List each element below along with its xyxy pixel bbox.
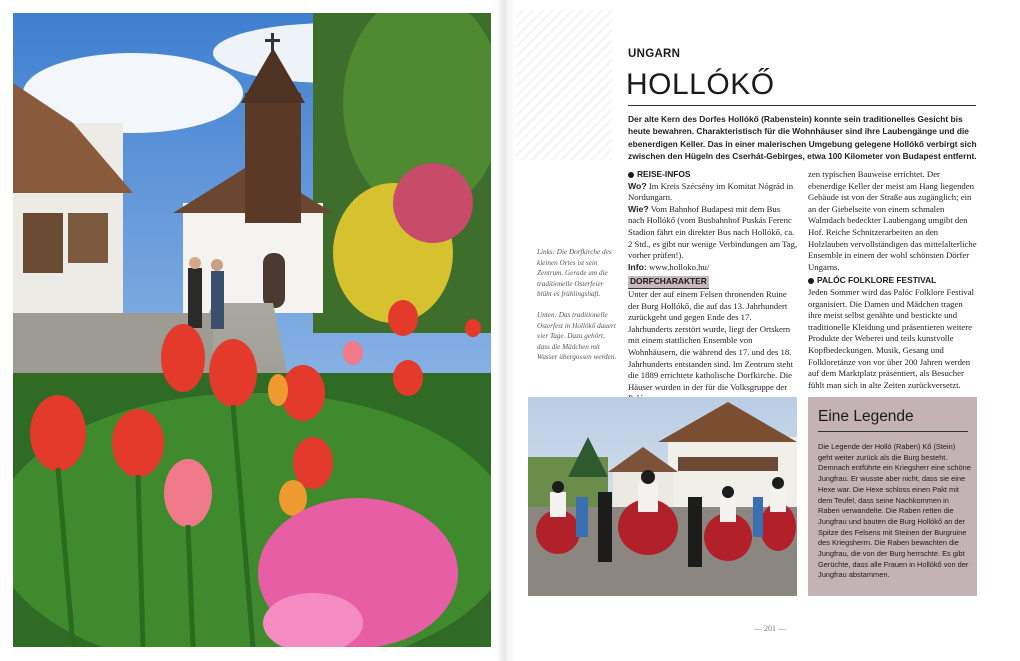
bullet-icon: [628, 172, 634, 178]
info-wie: Wie? Vom Bahnhof Budapest mit dem Bus nach Hollókő (vom Busbahnhof Puskás Ferenc Stadion fährt ein direkter Bus nach Hollókő, ca. 2 Std., es gibt nur wenige Verbindungen am Tag, vorher prüfen!).: [628, 203, 798, 261]
dorfcharakter-text: Unter der auf einem Felsen thronenden Ruine der Burg Hollókő, die auf das 13. Jahrhundert zurückgeht und gegen Ende des 17. Jahrhunderts zerstört wurde, liegt der Ortskern mit einem stattlichen Ensemble von Wohnhäusern, die während des 17. und des 18. Jahrhunderts entstanden sind. Im Zentrum steht die 1889 errichtete katholische Dorfkirche. Die Häuser wurden in der für die Volksgruppe der: [628, 288, 794, 392]
festival-text: Jeden Sommer wird das Palóc Folklore Festival organisiert. Die Damen und Mädchen tragen ihre meist selbst genähte und bestickte und traditionelle Kleidung und präsentieren weitere Produkte der Weberei und teils kunstvolle Kopfbedeckungen. Musik, Gesang und Folkloretänze von vor über 200 Jahren werden auf dem Marktplatz präsentiert, als Besucher fühlt man sich in alte Zeiten zurückversetzt.: [808, 286, 975, 390]
legend-text: Die Legende der Holló (Raben) Kő (Stein) geht weiter zurück als die Burg besteht. Demnach entführte ein Kriegsherr eine schöne Jungfrau. Er wusste aber nicht, dass sie eine Hexe war. Die Hexe schloss einen Pakt mit dem Teufel, dass seine Nachkommen in Raben verwandelte. Die Raben retten die Jungfrau und bauten die Burg Hollókő an der Spitze des Felsens mit Steinen der Burgruine des Kriegsherrn. Die Raben bewachten die Jungfrau, die von der Burg herrschte. Es gibt Gerüchte, dass alle Frauen in Hollókő von der Jungfrau abstammen.: [818, 442, 971, 580]
photo-folk-dance: [528, 397, 797, 596]
info-wo: Wo? Im Kreis Szécsény im Komitat Nógrád in Nordungarn.: [628, 180, 794, 203]
festival-heading: PALÓC FOLKLORE FESTIVAL: [808, 275, 978, 287]
legend-box: [808, 397, 977, 596]
page-gutter: [496, 0, 516, 661]
info-web: Info: www.holloko.hu/: [628, 261, 710, 272]
text-column-right: [808, 169, 978, 391]
section-kicker: UNGARN: [628, 48, 681, 60]
caption-below: Unten: Das traditionelle Osterfest in Hollókő dauert vier Tage. Dazu gehört, dass die Mädchen mit Wasser übergossen werden.: [537, 310, 617, 362]
decorative-stripes: [512, 10, 612, 160]
text-column-left: [628, 169, 798, 405]
legend-title: Eine Legende: [818, 408, 914, 425]
photo-church-tulips: [13, 13, 491, 647]
title-rule: [628, 105, 976, 106]
dorfcharakter-heading: DORFCHARAKTER: [628, 276, 709, 289]
page-title: HOLLÓKŐ: [626, 68, 775, 101]
page-number: — 201 —: [754, 624, 786, 633]
bullet-icon: [808, 278, 814, 284]
reise-infos-heading: REISE-INFOS: [628, 169, 798, 181]
legend-rule: [818, 431, 968, 432]
info-url[interactable]: www.holloko.hu/: [649, 261, 710, 272]
photo-captions: [537, 247, 617, 373]
lead-paragraph: Der alte Kern des Dorfes Hollókő (Rabenstein) konnte sein traditionelles Gesicht bis heute bewahren. Charakteristisch für die Wohnhäuser sind ihre Laubengänge und die ebenerdigen Keller. Das in einer malerischen Umgebung gelegene Hollókő verbirgt sich zwischen den Hügeln des Cserhát-Gebirges, etwa 100 Kilometer von Budapest entfernt.: [628, 114, 977, 162]
dorfcharakter-text-cont: zen typischen Bauweise errichtet. Der ebenerdige Keller der meist am Hang liegenden Gebäude ist von der Straße aus zugänglich; ein an der Giebelseite von einem schmalen Walmdach bedeckter Laubengang umgibt den Hof. Reiche Schnitzerarbeiten an den Holzlauben vervollständigen das mittelalterliche Ensemble in einem der wohl schönsten Dörfer Ungarns.: [808, 169, 977, 272]
caption-left: Links: Die Dorfkirche des kleinen Ortes ist sein Zentrum. Gerade um die traditionelle Osterfeier blüht es frühlingshaft.: [537, 248, 612, 299]
